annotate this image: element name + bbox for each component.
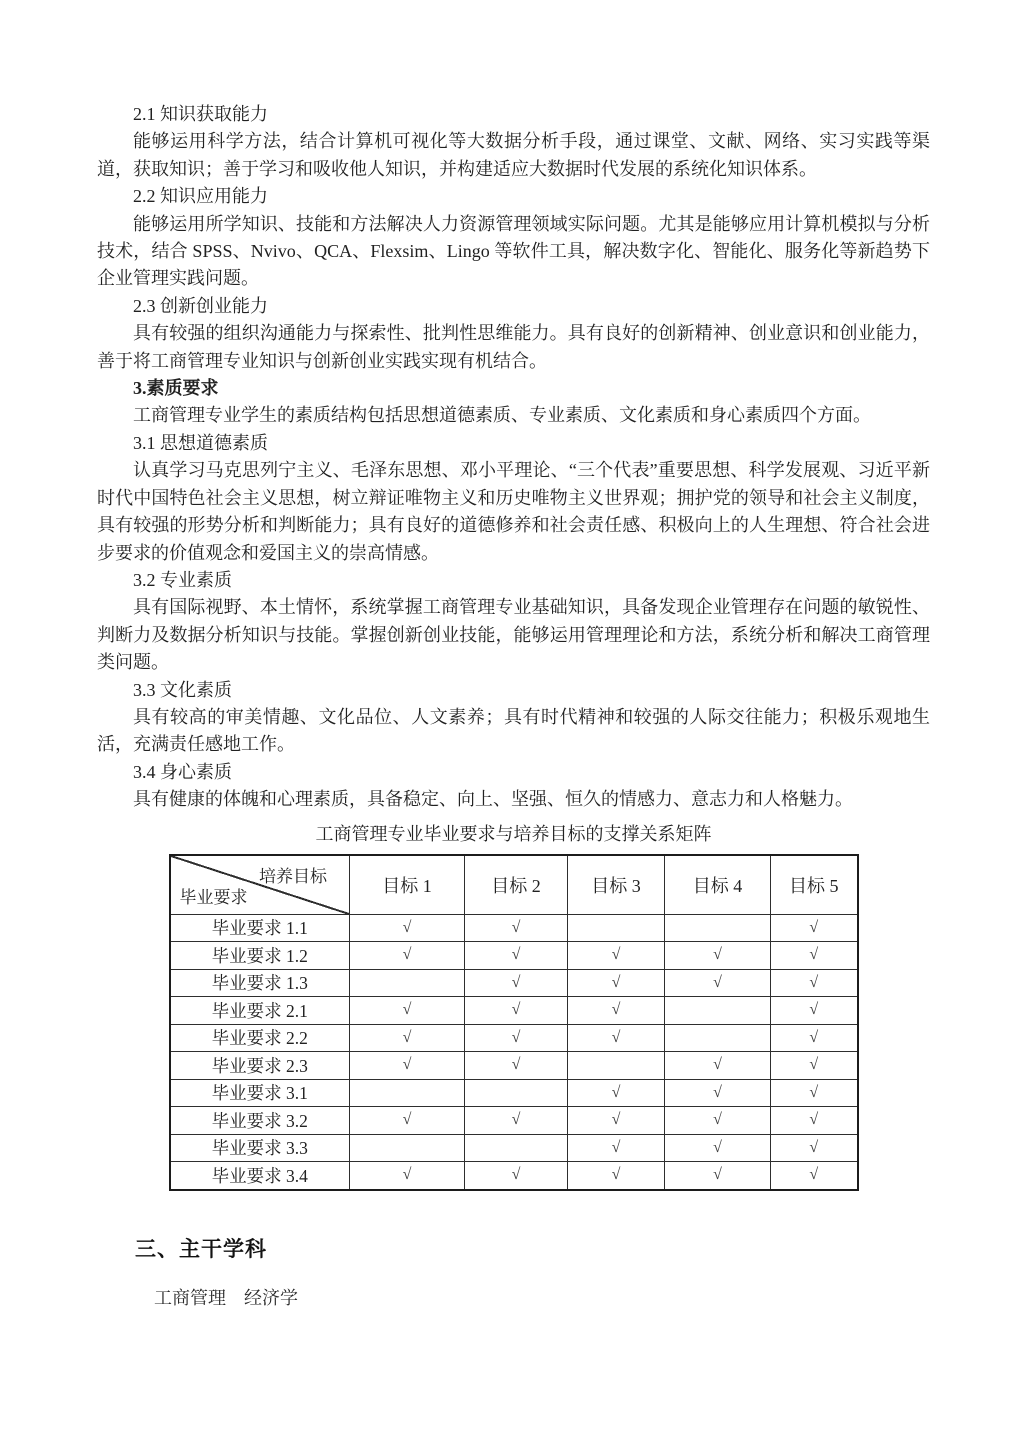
check-mark: √ — [665, 1079, 771, 1107]
doc-paragraph: 具有国际视野、本土情怀，系统掌握工商管理专业基础知识，具备发现企业管理存在问题的敏锐性、判断力及数据分析知识与技能。掌握创新创业技能，能够运用管理理论和方法，系统分析和解决工商管理类问题。 — [97, 597, 930, 673]
check-mark: √ — [465, 1052, 568, 1080]
doc-subheading: 2.1 知识获取能力 — [133, 104, 268, 124]
main-disciplines-text: 工商管理 经济学 — [154, 1287, 298, 1308]
check-mark: √ — [465, 1024, 568, 1052]
check-mark: √ — [771, 1052, 858, 1080]
matrix-row — [170, 1024, 858, 1052]
check-mark: √ — [465, 969, 568, 997]
check-mark: √ — [568, 1107, 665, 1135]
empty-cell — [665, 914, 771, 942]
check-mark: √ — [665, 1134, 771, 1162]
corner-label-graduation-requirements: 毕业要求 — [179, 887, 248, 907]
check-mark: √ — [568, 942, 665, 970]
doc-subheading: 2.3 创新创业能力 — [133, 295, 268, 316]
matrix-corner-cell — [170, 855, 350, 915]
doc-subheading: 3.3 文化素质 — [133, 679, 232, 700]
check-mark: √ — [771, 969, 858, 997]
check-mark: √ — [771, 914, 858, 942]
check-mark: √ — [465, 914, 568, 942]
empty-cell — [350, 1079, 465, 1107]
doc-subheading: 3.1 思想道德素质 — [133, 432, 268, 453]
check-mark: √ — [771, 1134, 858, 1162]
check-mark: √ — [350, 1162, 465, 1190]
check-mark: √ — [665, 1052, 771, 1080]
doc-paragraph: 能够运用所学知识、技能和方法解决人力资源管理领域实际问题。尤其是能够应用计算机模拟与分析技术，结合 SPSS、Nvivo、QCA、Flexsim、Lingo 等软件工具，解决数字化、智能化、服务化等新趋势下企业管理实践问题。 — [97, 213, 930, 289]
check-mark: √ — [771, 1079, 858, 1107]
doc-paragraph: 能够运用科学方法，结合计算机可视化等大数据分析手段，通过课堂、文献、网络、实习实践等渠道，获取知识；善于学习和吸收他人知识，并构建适应大数据时代发展的系统化知识体系。 — [97, 131, 930, 179]
check-mark: √ — [665, 1107, 771, 1135]
check-mark: √ — [665, 969, 771, 997]
check-mark: √ — [465, 997, 568, 1025]
check-mark: √ — [771, 1024, 858, 1052]
matrix-row — [170, 942, 858, 970]
empty-cell — [568, 914, 665, 942]
empty-cell — [465, 1079, 568, 1107]
matrix-header-row — [170, 855, 858, 915]
matrix-row — [170, 997, 858, 1025]
goal-column-header: 目标 2 — [465, 855, 568, 915]
check-mark: √ — [350, 1052, 465, 1080]
empty-cell — [665, 997, 771, 1025]
check-mark: √ — [665, 942, 771, 970]
doc-paragraph: 具有健康的体魄和心理素质，具备稳定、向上、坚强、恒久的情感力、意志力和人格魅力。 — [133, 789, 853, 810]
matrix-table-body — [170, 914, 858, 1190]
corner-label-training-goals: 培养目标 — [259, 866, 327, 886]
check-mark: √ — [465, 1107, 568, 1135]
doc-subheading: 3.2 专业素质 — [133, 569, 232, 590]
doc-paragraph: 具有较强的组织沟通能力与探索性、批判性思维能力。具有良好的创新精神、创业意识和创业能力，善于将工商管理专业知识与创新创业实践实现有机结合。 — [97, 323, 930, 371]
check-mark: √ — [771, 942, 858, 970]
check-mark: √ — [568, 1024, 665, 1052]
check-mark: √ — [465, 942, 568, 970]
empty-cell — [665, 1024, 771, 1052]
matrix-row — [170, 1162, 858, 1190]
check-mark: √ — [665, 1162, 771, 1190]
check-mark: √ — [465, 1162, 568, 1190]
matrix-row — [170, 914, 858, 942]
requirement-row-label: 毕业要求 2.2 — [170, 1024, 350, 1052]
goal-column-header: 目标 3 — [568, 855, 665, 915]
empty-cell — [568, 1052, 665, 1080]
check-mark: √ — [771, 1107, 858, 1135]
check-mark: √ — [568, 969, 665, 997]
doc-subheading: 3.素质要求 — [133, 378, 219, 399]
support-matrix-table — [169, 854, 859, 1191]
requirement-row-label: 毕业要求 1.1 — [170, 914, 350, 942]
matrix-row — [170, 1134, 858, 1162]
requirement-row-label: 毕业要求 3.4 — [170, 1162, 350, 1190]
empty-cell — [465, 1134, 568, 1162]
check-mark: √ — [771, 1162, 858, 1190]
check-mark: √ — [350, 914, 465, 942]
goal-column-header: 目标 5 — [771, 855, 858, 915]
check-mark: √ — [350, 942, 465, 970]
requirement-row-label: 毕业要求 3.2 — [170, 1107, 350, 1135]
check-mark: √ — [771, 997, 858, 1025]
check-mark: √ — [350, 1024, 465, 1052]
requirement-row-label: 毕业要求 3.3 — [170, 1134, 350, 1162]
check-mark: √ — [568, 997, 665, 1025]
check-mark: √ — [350, 1107, 465, 1135]
empty-cell — [350, 969, 465, 997]
document-body — [97, 101, 930, 814]
matrix-table-title: 工商管理专业毕业要求与培养目标的支撑关系矩阵 — [315, 823, 712, 844]
requirement-row-label: 毕业要求 3.1 — [170, 1079, 350, 1107]
requirement-row-label: 毕业要求 1.3 — [170, 969, 350, 997]
doc-subheading: 3.4 身心素质 — [133, 761, 232, 782]
matrix-row — [170, 969, 858, 997]
requirement-row-label: 毕业要求 1.2 — [170, 942, 350, 970]
matrix-row — [170, 1079, 858, 1107]
requirement-row-label: 毕业要求 2.1 — [170, 997, 350, 1025]
matrix-row — [170, 1052, 858, 1080]
section-heading-main-disciplines: 三、主干学科 — [135, 1237, 267, 1261]
doc-paragraph: 认真学习马克思列宁主义、毛泽东思想、邓小平理论、“三个代表”重要思想、科学发展观、习近平新时代中国特色社会主义思想，树立辩证唯物主义和历史唯物主义世界观；拥护党的领导和社会主义制度，具有较强的形势分析和判断能力；具有良好的道德修养和社会责任感、积极向上的人生理想、符合社会进步要求的价值观念和爱国主义的崇高情感。 — [97, 460, 930, 563]
doc-paragraph: 具有较高的审美情趣、文化品位、人文素养；具有时代精神和较强的人际交往能力；积极乐观地生活，充满责任感地工作。 — [97, 706, 930, 755]
matrix-row — [170, 1107, 858, 1135]
empty-cell — [350, 1134, 465, 1162]
goal-column-header: 目标 4 — [665, 855, 771, 915]
requirement-row-label: 毕业要求 2.3 — [170, 1052, 350, 1080]
check-mark: √ — [568, 1134, 665, 1162]
check-mark: √ — [350, 997, 465, 1025]
doc-subheading: 2.2 知识应用能力 — [133, 186, 268, 207]
check-mark: √ — [568, 1162, 665, 1190]
doc-paragraph: 工商管理专业学生的素质结构包括思想道德素质、专业素质、文化素质和身心素质四个方面。 — [133, 405, 871, 426]
goal-column-header: 目标 1 — [350, 855, 465, 915]
check-mark: √ — [568, 1079, 665, 1107]
